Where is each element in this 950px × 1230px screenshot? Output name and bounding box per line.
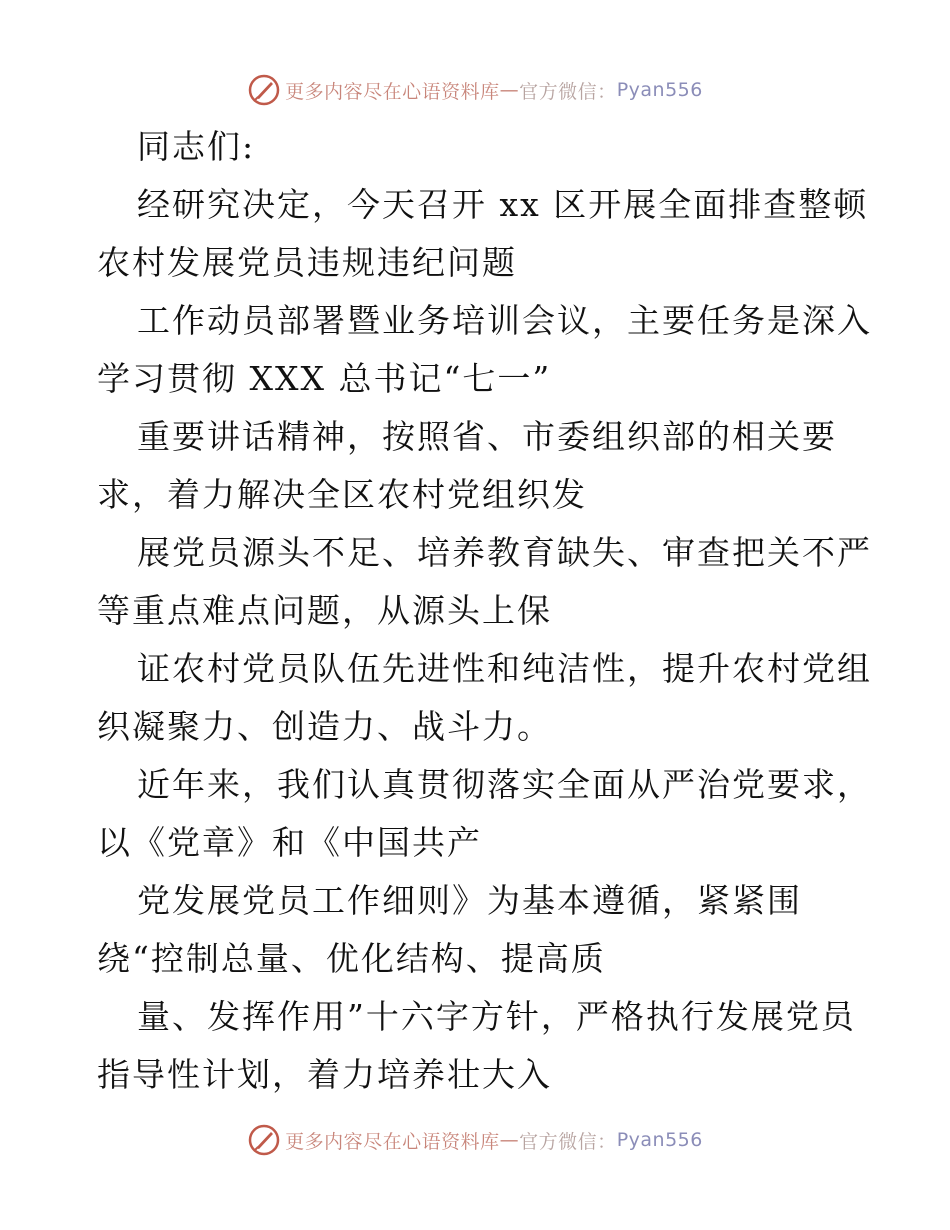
watermark-wechat-id: Pyan556 [616, 1129, 703, 1151]
quill-logo-icon [247, 1123, 281, 1157]
watermark-wechat-id: Pyan556 [616, 79, 703, 101]
text-line: 经研究决定，今天召开 xx 区开展全面排查整顿 [137, 185, 869, 224]
quill-logo-icon [247, 73, 281, 107]
text-line: 求，着力解决全区农村党组织发 [97, 475, 587, 514]
watermark-prefix: 更多内容尽在心语资料库 [285, 80, 500, 103]
text-line: 绕“控制总量、优化结构、提高质 [97, 939, 606, 978]
text-line: 证农村党员队伍先进性和纯洁性，提升农村党组 [137, 649, 872, 688]
text-line: 农村发展党员违规违纪问题 [97, 243, 517, 282]
watermark-prefix: 更多内容尽在心语资料库 [285, 1130, 500, 1153]
text-line: 等重点难点问题，从源头上保 [97, 591, 552, 630]
text-line: 以《党章》和《中国共产 [97, 823, 482, 862]
watermark-dash: — [499, 79, 520, 101]
text-line: 同志们: [137, 127, 256, 166]
watermark-wechat-label: 官方微信： [519, 1130, 617, 1153]
text-line: 近年来，我们认真贯彻落实全面从严治党要求， [137, 765, 872, 804]
watermark-wechat-label: 官方微信： [519, 80, 617, 103]
footer-watermark [0, 1120, 950, 1160]
text-line: 量、发挥作用”十六字方针，严格执行发展党员 [137, 997, 856, 1036]
text-line: 指导性计划，着力培养壮大入 [97, 1055, 552, 1094]
document-body [97, 118, 872, 1104]
text-line: 重要讲话精神，按照省、市委组织部的相关要 [137, 417, 837, 456]
text-line: 学习贯彻 XXX 总书记“七一” [97, 359, 552, 398]
text-line: 展党员源头不足、培养教育缺失、审查把关不严 [137, 533, 872, 572]
text-line: 织凝聚力、创造力、战斗力。 [97, 707, 552, 746]
header-watermark [0, 70, 950, 110]
watermark-dash: — [499, 1129, 520, 1151]
text-line: 工作动员部署暨业务培训会议，主要任务是深入 [137, 301, 872, 340]
text-line: 党发展党员工作细则》为基本遵循，紧紧围 [137, 881, 802, 920]
